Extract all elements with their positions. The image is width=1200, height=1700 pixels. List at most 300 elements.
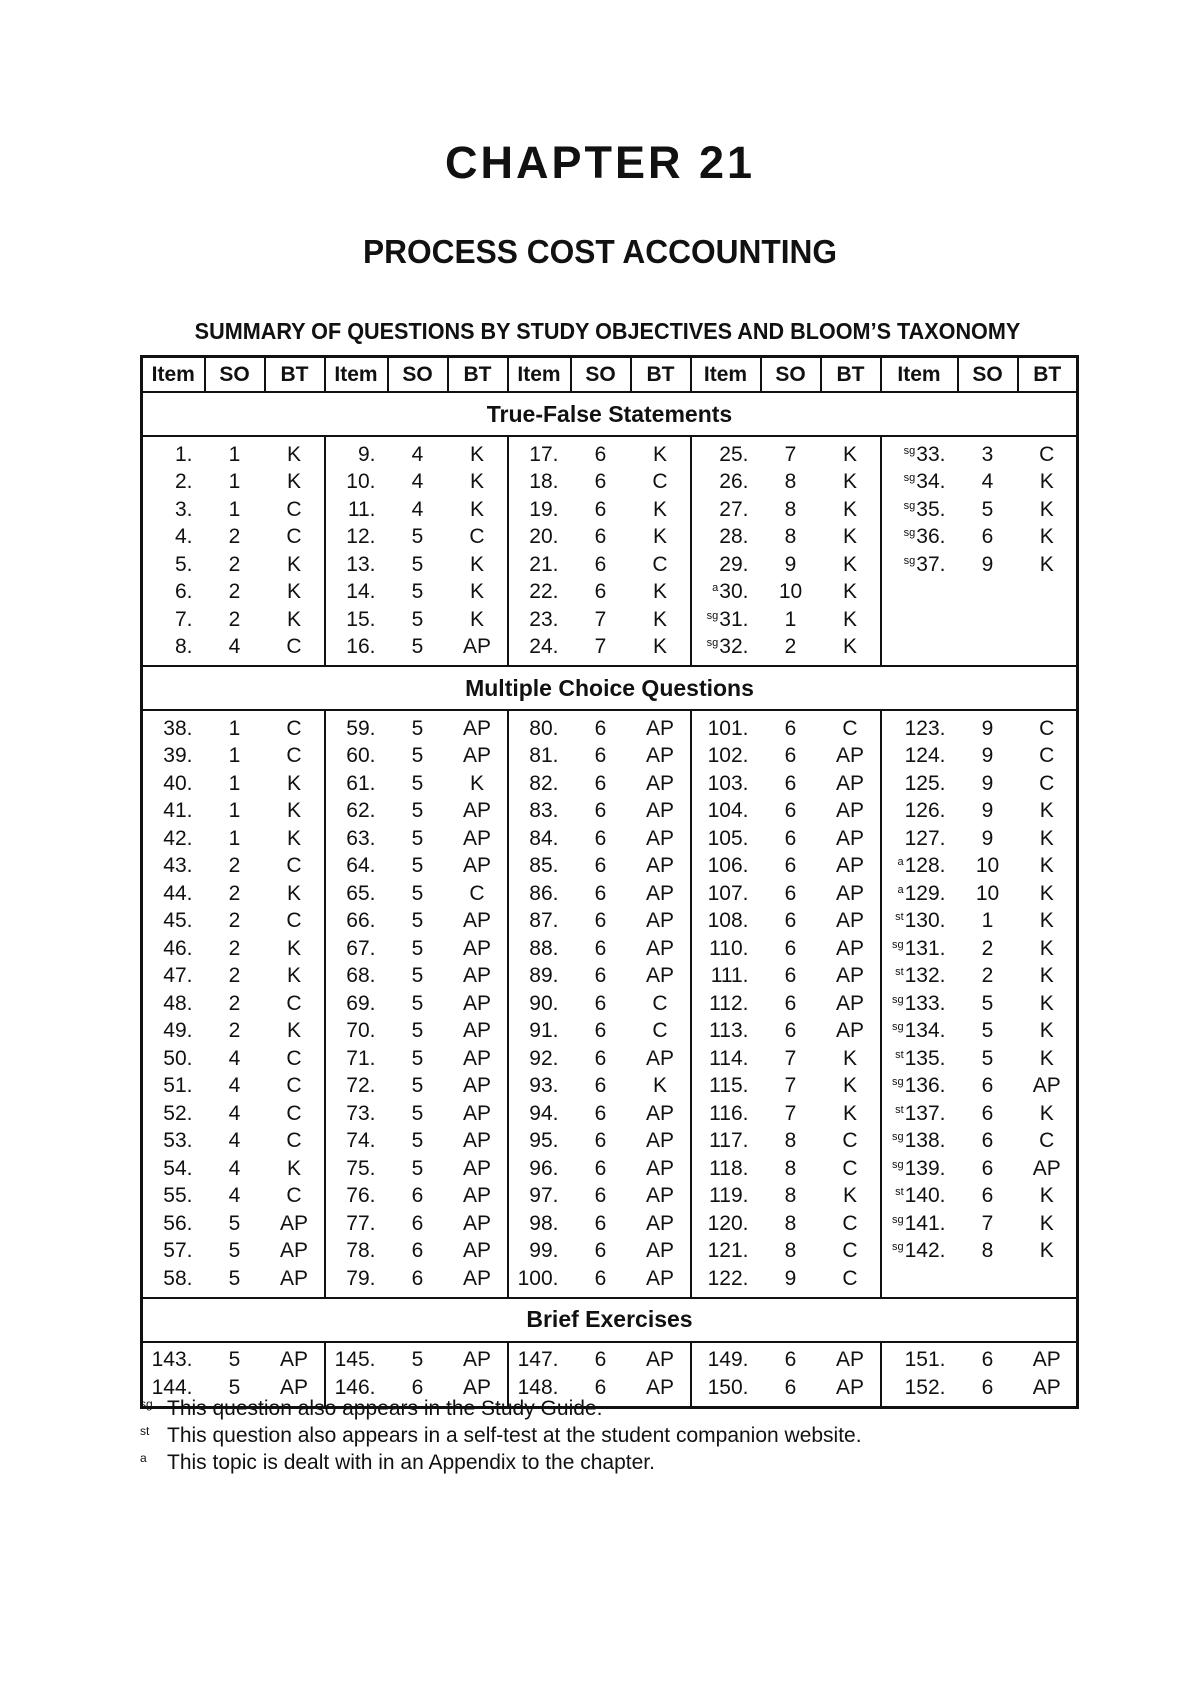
item-cell: 14. xyxy=(325,579,388,607)
item-cell: 5. xyxy=(174,552,193,576)
table-row xyxy=(142,496,1078,524)
bt-cell: AP xyxy=(462,744,491,768)
bt-cell: K xyxy=(842,635,857,659)
bt-cell: K xyxy=(1039,552,1054,576)
bt-cell: K xyxy=(1039,1101,1054,1125)
so-cell xyxy=(958,634,1018,667)
so-cell: 6 xyxy=(981,1184,994,1208)
table-row xyxy=(142,853,1078,881)
so-cell: 6 xyxy=(594,470,607,494)
so-cell: 6 xyxy=(594,1266,607,1290)
bt-cell: K xyxy=(1039,799,1054,823)
item-cell: 42. xyxy=(163,826,193,850)
bt-cell: C xyxy=(842,1211,858,1235)
so-cell: 6 xyxy=(594,442,607,466)
section-title: Multiple Choice Questions xyxy=(142,666,1078,710)
column-header-bt: BT xyxy=(1018,357,1078,393)
item-cell: $^{sg}$142. xyxy=(881,1238,958,1266)
item-cell: 145. xyxy=(325,1342,388,1375)
bt-cell: K xyxy=(469,771,484,795)
so-cell: 7 xyxy=(784,1074,797,1098)
section-header-row xyxy=(142,1298,1078,1342)
column-header-item: Item xyxy=(881,357,958,393)
section-header-row xyxy=(142,666,1078,710)
bt-cell: AP xyxy=(279,1239,308,1263)
bt-cell: K xyxy=(1039,1019,1054,1043)
bt-cell: K xyxy=(652,1074,667,1098)
footnote-marker: sg xyxy=(892,1076,904,1089)
so-cell: 4 xyxy=(228,1129,241,1153)
bt-cell: K xyxy=(842,525,857,549)
item-cell: $^{sg}$35. xyxy=(881,496,958,524)
item-cell: 121. xyxy=(691,1238,761,1266)
item-cell: 102. xyxy=(691,743,761,771)
so-cell: 10 xyxy=(778,580,803,604)
so-cell: 6 xyxy=(594,1129,607,1153)
item-cell: 90. xyxy=(508,990,571,1018)
item-cell: 126. xyxy=(881,798,958,826)
bt-cell: AP xyxy=(462,1101,491,1125)
table-row xyxy=(142,1018,1078,1046)
so-cell: 2 xyxy=(228,552,241,576)
item-cell: 56. xyxy=(163,1211,193,1235)
so-cell: 2 xyxy=(228,854,241,878)
item-cell: 29. xyxy=(691,551,761,579)
so-cell: 6 xyxy=(784,771,797,795)
item-cell: 84. xyxy=(508,825,571,853)
bt-cell: C xyxy=(652,991,668,1015)
bt-cell: AP xyxy=(645,1266,674,1290)
so-cell: 7 xyxy=(784,1046,797,1070)
bt-cell: AP xyxy=(835,991,864,1015)
bt-cell xyxy=(1018,1265,1078,1298)
item-cell: 19. xyxy=(508,496,571,524)
column-header-so: SO xyxy=(388,357,448,393)
so-cell: 5 xyxy=(411,552,424,576)
item-cell: 10. xyxy=(325,469,388,497)
item-cell: 39. xyxy=(163,744,193,768)
bt-cell: K xyxy=(286,580,301,604)
so-cell: 6 xyxy=(594,799,607,823)
so-cell: 5 xyxy=(411,1046,424,1070)
item-cell: 73. xyxy=(325,1100,388,1128)
so-cell: 7 xyxy=(784,1101,797,1125)
item-cell: 72. xyxy=(325,1073,388,1101)
item-cell: $^{sg}$133. xyxy=(881,990,958,1018)
so-cell: 1 xyxy=(228,442,241,466)
so-cell: 6 xyxy=(594,1239,607,1263)
so-cell: 6 xyxy=(594,580,607,604)
bt-cell: AP xyxy=(1032,1375,1061,1399)
so-cell: 6 xyxy=(594,525,607,549)
item-cell: 98. xyxy=(508,1210,571,1238)
table-row xyxy=(142,1342,1078,1375)
column-header-so: SO xyxy=(205,357,265,393)
footnote-marker: sg xyxy=(903,472,916,485)
item-cell: 2. xyxy=(174,470,193,494)
so-cell: 6 xyxy=(784,744,797,768)
item-cell: 71. xyxy=(325,1045,388,1073)
bt-cell: AP xyxy=(462,1046,491,1070)
item-cell: 82. xyxy=(508,770,571,798)
bt-cell: AP xyxy=(645,909,674,933)
so-cell: 9 xyxy=(981,826,994,850)
item-cell: 6. xyxy=(174,580,193,604)
item-cell: $^{st}$135. xyxy=(881,1045,958,1073)
bt-cell: K xyxy=(1039,525,1054,549)
bt-cell: AP xyxy=(462,1348,491,1372)
item-cell: 120. xyxy=(691,1210,761,1238)
item-cell: 12. xyxy=(325,524,388,552)
item-cell: 111. xyxy=(691,963,761,991)
column-header-item: Item xyxy=(142,357,205,393)
bt-cell: K xyxy=(1039,470,1054,494)
bt-cell: AP xyxy=(645,1184,674,1208)
so-cell: 4 xyxy=(228,1074,241,1098)
so-cell: 6 xyxy=(594,1046,607,1070)
item-cell: 53. xyxy=(163,1129,193,1153)
table-row xyxy=(142,710,1078,743)
bt-cell: K xyxy=(1039,854,1054,878)
table-row xyxy=(142,606,1078,634)
item-cell: 146. xyxy=(325,1374,388,1407)
so-cell: 5 xyxy=(411,1348,424,1372)
so-cell: 6 xyxy=(411,1375,424,1399)
item-cell: 11. xyxy=(325,496,388,524)
footnote-marker: sg xyxy=(892,1213,904,1226)
so-cell: 5 xyxy=(411,909,424,933)
summary-heading: SUMMARY OF QUESTIONS BY STUDY OBJECTIVES AND BLOOM’S TAXONOMY xyxy=(194,318,1021,344)
so-cell: 5 xyxy=(981,1046,994,1070)
so-cell: 5 xyxy=(411,991,424,1015)
table-row xyxy=(142,1155,1078,1183)
so-cell: 1 xyxy=(228,826,241,850)
bt-cell: AP xyxy=(462,826,491,850)
so-cell: 6 xyxy=(594,1074,607,1098)
bt-cell: K xyxy=(842,580,857,604)
so-cell: 6 xyxy=(594,1156,607,1180)
so-cell: 6 xyxy=(784,799,797,823)
so-cell: 6 xyxy=(411,1184,424,1208)
table-body xyxy=(142,392,1078,1407)
so-cell: 2 xyxy=(228,1019,241,1043)
bt-cell: C xyxy=(286,497,302,521)
so-cell: 5 xyxy=(411,716,424,740)
bt-cell: C xyxy=(469,881,485,905)
so-cell: 2 xyxy=(228,991,241,1015)
bt-cell: AP xyxy=(645,1375,674,1399)
bt-cell: K xyxy=(842,470,857,494)
so-cell: 1 xyxy=(228,470,241,494)
so-cell: 6 xyxy=(594,552,607,576)
item-cell: 108. xyxy=(691,908,761,936)
bt-cell: AP xyxy=(645,826,674,850)
item-cell: 148. xyxy=(508,1374,571,1407)
bt-cell: K xyxy=(1039,909,1054,933)
bt-cell: C xyxy=(286,1074,302,1098)
so-cell: 5 xyxy=(411,1074,424,1098)
item-cell: $^{st}$132. xyxy=(881,963,958,991)
so-cell: 6 xyxy=(981,1348,994,1372)
bt-cell: AP xyxy=(835,936,864,960)
item-cell: 57. xyxy=(163,1239,193,1263)
item-cell: 105. xyxy=(691,825,761,853)
bt-cell: K xyxy=(286,771,301,795)
so-cell: 5 xyxy=(228,1266,241,1290)
bt-cell: C xyxy=(1039,744,1055,768)
so-cell: 5 xyxy=(411,964,424,988)
bt-cell: C xyxy=(842,716,858,740)
so-cell: 5 xyxy=(228,1375,241,1399)
item-cell: 143. xyxy=(151,1348,193,1372)
item-cell xyxy=(881,1265,958,1298)
bt-cell: AP xyxy=(645,854,674,878)
item-cell: 95. xyxy=(508,1128,571,1156)
footnote xyxy=(140,1449,1090,1476)
bt-cell: AP xyxy=(462,909,491,933)
item-cell: 3. xyxy=(174,497,193,521)
so-cell: 1 xyxy=(228,744,241,768)
bt-cell: K xyxy=(1039,497,1054,521)
bt-cell: AP xyxy=(645,1101,674,1125)
footnote-marker: a xyxy=(712,582,719,595)
bt-cell: AP xyxy=(462,1074,491,1098)
so-cell: 9 xyxy=(981,799,994,823)
bt-cell: K xyxy=(286,607,301,631)
footnote-marker: st xyxy=(895,966,904,979)
bt-cell: AP xyxy=(462,1239,491,1263)
item-cell: 149. xyxy=(691,1342,761,1375)
questions-table xyxy=(140,355,1079,1409)
bt-cell: C xyxy=(469,525,485,549)
bt-cell: K xyxy=(842,607,857,631)
column-header-item: Item xyxy=(691,357,761,393)
so-cell: 6 xyxy=(784,1348,797,1372)
table-row xyxy=(142,1100,1078,1128)
so-cell: 6 xyxy=(594,909,607,933)
bt-cell: C xyxy=(286,1101,302,1125)
chapter-title: CHAPTER 21 xyxy=(444,137,756,188)
bt-cell: AP xyxy=(462,1375,491,1399)
item-cell: $^{st}$130. xyxy=(881,908,958,936)
so-cell: 9 xyxy=(981,552,994,576)
item-cell: 60. xyxy=(325,743,388,771)
item-cell: 123. xyxy=(881,710,958,743)
item-cell: 116. xyxy=(691,1100,761,1128)
item-cell: 86. xyxy=(508,880,571,908)
bt-cell: C xyxy=(286,1046,302,1070)
column-header-bt: BT xyxy=(631,357,691,393)
item-cell: 112. xyxy=(691,990,761,1018)
item-cell: 127. xyxy=(881,825,958,853)
item-cell: 104. xyxy=(691,798,761,826)
so-cell: 8 xyxy=(784,1239,797,1263)
item-cell: 106. xyxy=(691,853,761,881)
so-cell: 5 xyxy=(228,1211,241,1235)
bt-cell: AP xyxy=(462,716,491,740)
bt-cell: C xyxy=(842,1266,858,1290)
item-cell: 68. xyxy=(325,963,388,991)
table-row xyxy=(142,634,1078,667)
table-row xyxy=(142,1045,1078,1073)
item-cell: $^{st}$137. xyxy=(881,1100,958,1128)
so-cell: 2 xyxy=(228,936,241,960)
footnote-marker: sg xyxy=(706,609,719,622)
item-cell: 89. xyxy=(508,963,571,991)
bt-cell: C xyxy=(286,635,302,659)
item-cell: 1. xyxy=(174,442,193,466)
so-cell: 8 xyxy=(784,525,797,549)
bt-cell: AP xyxy=(645,799,674,823)
so-cell: 8 xyxy=(784,470,797,494)
column-header-item: Item xyxy=(508,357,571,393)
bt-cell: AP xyxy=(462,635,491,659)
table-row xyxy=(142,469,1078,497)
footnote-marker: st xyxy=(895,1103,904,1116)
so-cell xyxy=(958,579,1018,607)
bt-cell xyxy=(1018,606,1078,634)
footnote-marker: st xyxy=(895,1186,904,1199)
so-cell: 4 xyxy=(411,442,424,466)
bt-cell: K xyxy=(286,936,301,960)
item-cell: 58. xyxy=(163,1266,193,1290)
item-cell xyxy=(881,606,958,634)
so-cell: 2 xyxy=(981,936,994,960)
bt-cell: K xyxy=(1039,826,1054,850)
so-cell: 6 xyxy=(594,1019,607,1043)
bt-cell: K xyxy=(842,497,857,521)
item-cell: 59. xyxy=(325,710,388,743)
bt-cell: AP xyxy=(462,964,491,988)
footnote-text: This topic is dealt with in an Appendix to the chapter. xyxy=(167,1451,655,1474)
bt-cell: K xyxy=(286,552,301,576)
item-cell: 118. xyxy=(691,1155,761,1183)
item-cell: 26. xyxy=(691,469,761,497)
so-cell: 5 xyxy=(411,1129,424,1153)
so-cell: 9 xyxy=(784,552,797,576)
so-cell: 8 xyxy=(784,1129,797,1153)
bt-cell: K xyxy=(286,799,301,823)
bt-cell: K xyxy=(286,1019,301,1043)
bt-cell: C xyxy=(652,470,668,494)
so-cell: 4 xyxy=(228,1046,241,1070)
bt-cell: AP xyxy=(835,771,864,795)
so-cell: 5 xyxy=(411,854,424,878)
bt-cell: AP xyxy=(462,854,491,878)
bt-cell: AP xyxy=(279,1375,308,1399)
bt-cell: K xyxy=(1039,1211,1054,1235)
item-cell: 77. xyxy=(325,1210,388,1238)
bt-cell: AP xyxy=(462,1019,491,1043)
so-cell: 8 xyxy=(784,1211,797,1235)
item-cell: $^{sg}$131. xyxy=(881,935,958,963)
bt-cell: K xyxy=(1039,964,1054,988)
so-cell: 6 xyxy=(784,1375,797,1399)
item-cell: 65. xyxy=(325,880,388,908)
so-cell: 5 xyxy=(411,1156,424,1180)
bt-cell: AP xyxy=(835,1019,864,1043)
bt-cell: K xyxy=(286,881,301,905)
so-cell: 5 xyxy=(981,1019,994,1043)
so-cell: 1 xyxy=(228,716,241,740)
so-cell: 5 xyxy=(411,525,424,549)
section-title: Brief Exercises xyxy=(142,1298,1078,1342)
footnote-marker: sg xyxy=(903,527,916,540)
so-cell: 6 xyxy=(784,909,797,933)
bt-cell: C xyxy=(842,1239,858,1263)
bt-cell: K xyxy=(469,580,484,604)
so-cell: 6 xyxy=(411,1211,424,1235)
so-cell: 6 xyxy=(981,1129,994,1153)
item-cell: 49. xyxy=(163,1019,193,1043)
so-cell: 2 xyxy=(228,964,241,988)
bt-cell: K xyxy=(286,1156,301,1180)
bt-cell: AP xyxy=(645,1129,674,1153)
item-cell: 78. xyxy=(325,1238,388,1266)
so-cell: 1 xyxy=(228,799,241,823)
bt-cell: K xyxy=(286,442,301,466)
footnote-marker: a xyxy=(897,856,904,869)
column-header-so: SO xyxy=(761,357,821,393)
bt-cell: AP xyxy=(835,854,864,878)
footnotes xyxy=(140,1395,1090,1476)
so-cell: 2 xyxy=(228,525,241,549)
so-cell: 9 xyxy=(981,771,994,795)
item-cell: $^{sg}$36. xyxy=(881,524,958,552)
item-cell: 62. xyxy=(325,798,388,826)
item-cell: 75. xyxy=(325,1155,388,1183)
bt-cell: K xyxy=(469,497,484,521)
bt-cell: AP xyxy=(1032,1348,1061,1372)
so-cell: 6 xyxy=(594,1184,607,1208)
item-cell: 107. xyxy=(691,880,761,908)
so-cell: 5 xyxy=(411,744,424,768)
so-cell: 7 xyxy=(594,635,607,659)
footnote-marker: st xyxy=(895,1048,904,1061)
bt-cell: AP xyxy=(1032,1156,1061,1180)
item-cell: $^{sg}$134. xyxy=(881,1018,958,1046)
so-cell: 2 xyxy=(784,635,797,659)
item-cell: 63. xyxy=(325,825,388,853)
footnote xyxy=(140,1395,1090,1422)
item-cell: 88. xyxy=(508,935,571,963)
bt-cell: AP xyxy=(835,744,864,768)
so-cell: 6 xyxy=(411,1266,424,1290)
table-row xyxy=(142,935,1078,963)
so-cell: 9 xyxy=(981,744,994,768)
footnote-symbol: sg xyxy=(140,1397,153,1411)
so-cell: 6 xyxy=(981,525,994,549)
item-cell: $^{sg}$33. xyxy=(881,436,958,469)
item-cell: 92. xyxy=(508,1045,571,1073)
item-cell: 81. xyxy=(508,743,571,771)
so-cell: 5 xyxy=(981,991,994,1015)
bt-cell: AP xyxy=(835,964,864,988)
footnote-symbol: st xyxy=(140,1424,150,1438)
bt-cell: K xyxy=(1039,881,1054,905)
table-row xyxy=(142,579,1078,607)
bt-cell: K xyxy=(469,442,484,466)
bt-cell: K xyxy=(652,525,667,549)
bt-cell: C xyxy=(842,1129,858,1153)
item-cell: 20. xyxy=(508,524,571,552)
so-cell: 9 xyxy=(784,1266,797,1290)
item-cell: $^{sg}$141. xyxy=(881,1210,958,1238)
footnote-text: This question also appears in a self-test at the student companion website. xyxy=(167,1424,862,1447)
item-cell: $^{sg}$32. xyxy=(691,634,761,667)
so-cell: 7 xyxy=(784,442,797,466)
item-cell: 55. xyxy=(163,1184,193,1208)
